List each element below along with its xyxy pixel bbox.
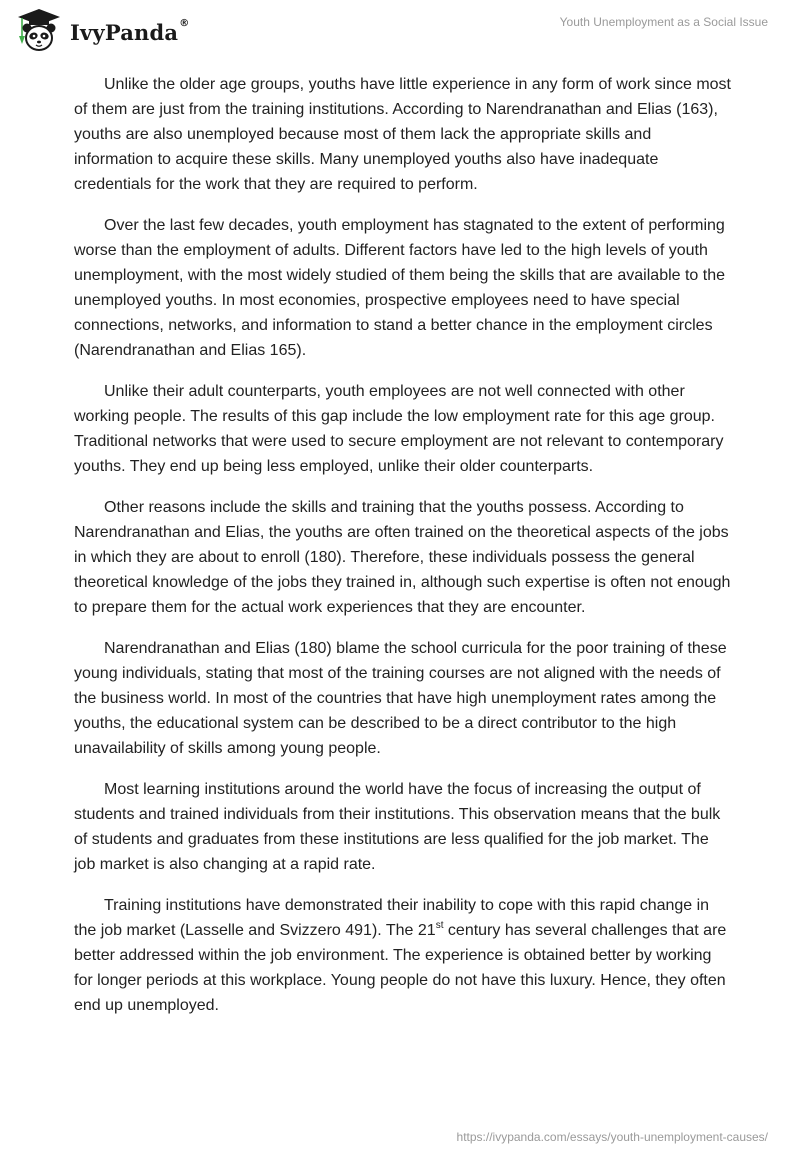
paragraph-6: Most learning institutions around the world have the focus of increasing the output of students and trained individuals from their institutions. This observation means that the bulk of students and graduates from these institutions are less qualified for the job market. The job market is also changing at a rapid rate. — [74, 781, 721, 873]
paragraph-5: Narendranathan and Elias (180) blame the school curricula for the poor training of these young individuals, stating that most of the training courses are not aligned with the needs of the business world. In most of the countries that have high unemployment rates among the youths, the educational system can be described to be a direct contributor to the high unavailability of skills among young people. — [74, 640, 727, 757]
brand-logo[interactable] — [14, 8, 189, 54]
paragraph-4: Other reasons include the skills and training that the youths possess. According to Narendranathan and Elias, the youths are often trained on the theoretical aspects of the jobs in which they are about to enroll (180). Therefore, these individuals possess the general theoretical knowledge of the jobs they trained in, although such expertise is often not enough to prepare them for the actual work experiences that they are encounter. — [74, 499, 731, 616]
brand-name-text: IvyPanda — [70, 19, 179, 45]
source-url-link[interactable]: https://ivypanda.com/essays/youth-unemployment-causes/ — [456, 1130, 768, 1144]
paragraph-3: Unlike their adult counterparts, youth employees are not well connected with other working people. The results of this gap include the low employment rate for this age group. Traditional networks that were used to secure employment are not relevant to contemporary youths. They end up being less employed, unlike their older counterparts. — [74, 383, 724, 475]
page-header — [0, 0, 800, 64]
paragraph-1: Unlike the older age groups, youths have little experience in any form of work since most of them are just from the training institutions. According to Narendranathan and Elias (163), youths are also unemployed because most of them lack the appropriate skills and information to acquire these skills. Many unemployed youths also have inadequate credentials for the work that they are required to perform. — [74, 76, 731, 193]
paragraph-7 — [74, 893, 734, 1018]
registered-mark: ® — [179, 17, 190, 29]
ordinal-suffix: st — [435, 919, 444, 931]
paragraph-7-part-2: century has several challenges that are better addressed within the job environment. The experience is obtained better by working for longer periods at this workplace. Young people do not have this luxury. Hence, they often end up unemployed. — [74, 922, 727, 1014]
essay-body — [74, 72, 734, 1034]
document-title: Youth Unemployment as a Social Issue — [559, 15, 768, 29]
paragraph-2: Over the last few decades, youth employment has stagnated to the extent of performing worse than the employment of adults. Different factors have led to the high levels of youth unemployment, with the most widely studied of them being the skills that are available to the unemployed youths. In most economies, prospective employees need to have special connections, networks, and information to stand a better chance in the employment circles (Narendranathan and Elias 165). — [74, 217, 726, 359]
panda-graduate-icon — [14, 8, 64, 54]
paragraph-7-part-1: Training institutions have demonstrated their inability to cope with this rapid change in the job market (Lasselle and Svizzero 491). The 21 — [74, 897, 710, 939]
brand-name — [70, 17, 190, 45]
